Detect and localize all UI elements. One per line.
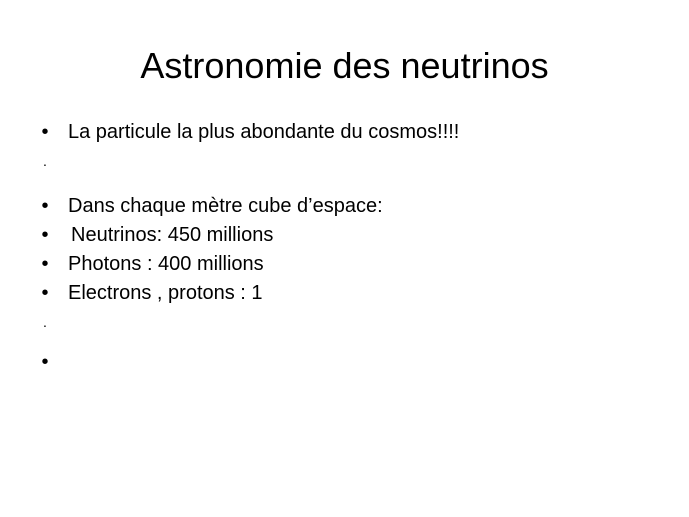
list-item bbox=[38, 118, 658, 147]
list-item bbox=[38, 147, 658, 192]
list-item bbox=[38, 348, 658, 377]
bullet-list bbox=[38, 118, 658, 377]
dot-marker-icon: . bbox=[43, 314, 47, 330]
bullet-icon: • bbox=[41, 224, 49, 246]
list-item bbox=[38, 221, 658, 250]
bullet-icon: • bbox=[41, 253, 49, 275]
list-item bbox=[38, 192, 658, 221]
dot-marker-icon: . bbox=[43, 153, 47, 169]
bullet-icon: • bbox=[41, 351, 49, 373]
bullet-icon: • bbox=[41, 282, 49, 304]
slide-title: Astronomie des neutrinos bbox=[140, 45, 549, 86]
list-item bbox=[38, 250, 658, 279]
bullet-text: La particule la plus abondante du cosmos!!!! bbox=[68, 121, 460, 143]
bullet-icon: • bbox=[41, 195, 49, 217]
bullet-icon: • bbox=[41, 121, 49, 143]
bullet-text: Dans chaque mètre cube d’espace: bbox=[68, 195, 383, 217]
list-item bbox=[38, 279, 658, 308]
list-item bbox=[38, 308, 658, 348]
bullet-text: Electrons , protons : 1 bbox=[68, 282, 263, 304]
bullet-text: Neutrinos: 450 millions bbox=[71, 224, 274, 246]
bullet-text: Photons : 400 millions bbox=[68, 253, 264, 275]
